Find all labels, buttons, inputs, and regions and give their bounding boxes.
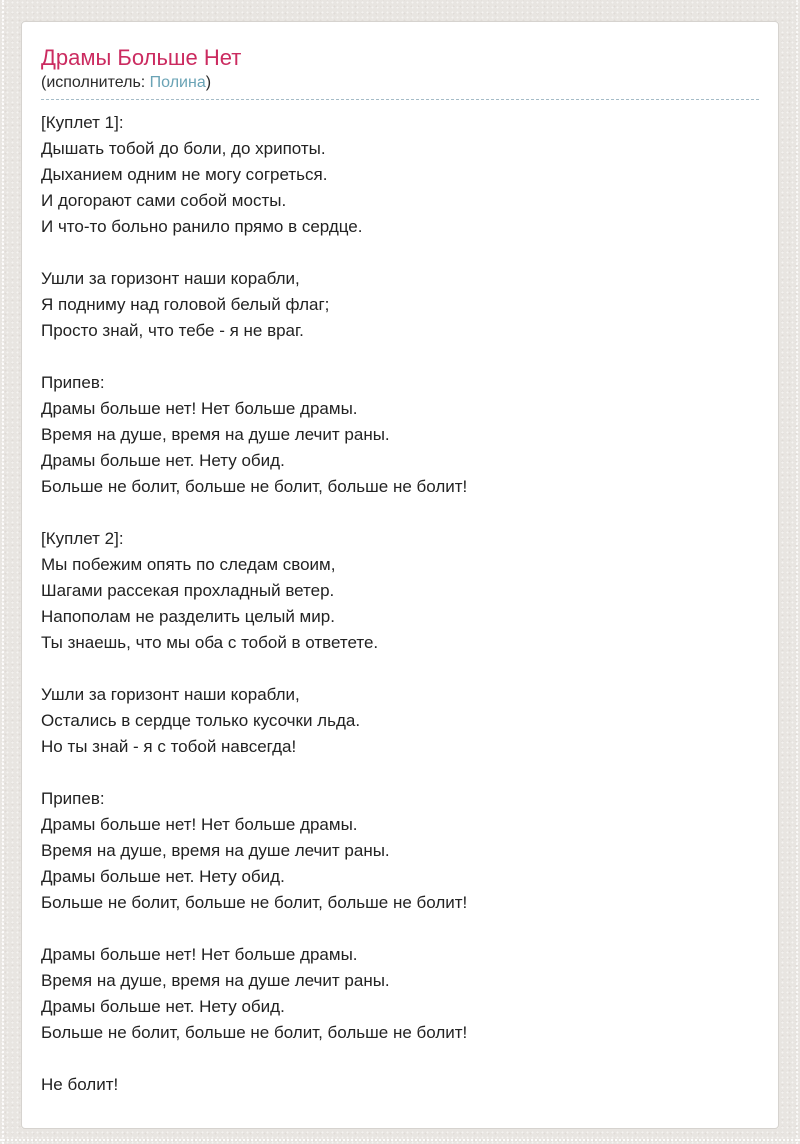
lyric-line: Драмы больше нет! Нет больше драмы. — [41, 815, 358, 834]
lyric-line: Время на душе, время на душе лечит раны. — [41, 841, 390, 860]
artist-label-prefix: (исполнитель: — [41, 74, 150, 91]
stanza-chorus-1 — [41, 370, 759, 500]
lyric-line: Остались в сердце только кусочки льда. — [41, 711, 361, 730]
lyric-line: Драмы больше нет. Нету обид. — [41, 997, 285, 1016]
lyric-line: И догорают сами собой мосты. — [41, 191, 287, 210]
lyric-line: Больше не болит, больше не болит, больше не болит! — [41, 477, 468, 496]
lyric-line: Мы побежим опять по следам своим, — [41, 555, 336, 574]
lyric-line: Драмы больше нет! Нет больше драмы. — [41, 945, 358, 964]
lyric-line: Время на душе, время на душе лечит раны. — [41, 425, 390, 444]
lyric-line: Дыханием одним не могу согреться. — [41, 165, 328, 184]
lyric-line: Просто знай, что тебе - я не враг. — [41, 321, 304, 340]
lyric-line: Время на душе, время на душе лечит раны. — [41, 971, 390, 990]
lyric-line: [Куплет 2]: — [41, 529, 124, 548]
lyric-line: Я подниму над головой белый флаг; — [41, 295, 330, 314]
lyric-line: Дышать тобой до боли, до хрипоты. — [41, 139, 326, 158]
stanza-bridge-1 — [41, 266, 759, 344]
background-texture-line-left — [2, 0, 4, 1144]
lyric-line: Шагами рассекая прохладный ветер. — [41, 581, 335, 600]
lyric-line: Драмы больше нет. Нету обид. — [41, 867, 285, 886]
lyric-line: Больше не болит, больше не болит, больше не болит! — [41, 1023, 468, 1042]
stanza-verse-1 — [41, 110, 759, 240]
lyric-line: И что-то больно ранило прямо в сердце. — [41, 217, 363, 236]
lyric-line: Ты знаешь, что мы оба с тобой в ответете. — [41, 633, 379, 652]
lyric-line: Напополам не разделить целый мир. — [41, 607, 335, 626]
stanza-outro — [41, 1072, 759, 1098]
lyric-line: Ушли за горизонт наши корабли, — [41, 685, 300, 704]
stanza-bridge-2 — [41, 682, 759, 760]
lyric-line: Но ты знай - я с тобой навсегда! — [41, 737, 297, 756]
lyric-line: Драмы больше нет! Нет больше драмы. — [41, 399, 358, 418]
lyrics-card — [21, 21, 779, 1129]
stanza-chorus-2 — [41, 786, 759, 916]
lyric-line: Драмы больше нет. Нету обид. — [41, 451, 285, 470]
artist-label-suffix: ) — [205, 74, 212, 91]
artist-link[interactable]: Полина — [149, 74, 206, 91]
lyric-line: Не болит! — [41, 1075, 119, 1094]
artist-line — [41, 74, 759, 100]
lyric-line: Больше не болит, больше не болит, больше не болит! — [41, 893, 468, 912]
lyric-line: [Куплет 1]: — [41, 113, 124, 132]
lyric-line: Ушли за горизонт наши корабли, — [41, 269, 300, 288]
lyrics-text — [41, 110, 759, 1098]
lyric-line: Припев: — [41, 373, 105, 392]
background-texture-line-right — [796, 0, 798, 1144]
song-title: Драмы Больше Нет — [41, 45, 242, 70]
lyric-line: Припев: — [41, 789, 105, 808]
stanza-chorus-repeat — [41, 942, 759, 1046]
stanza-verse-2 — [41, 526, 759, 656]
background-texture-line-bottom — [0, 1139, 800, 1141]
